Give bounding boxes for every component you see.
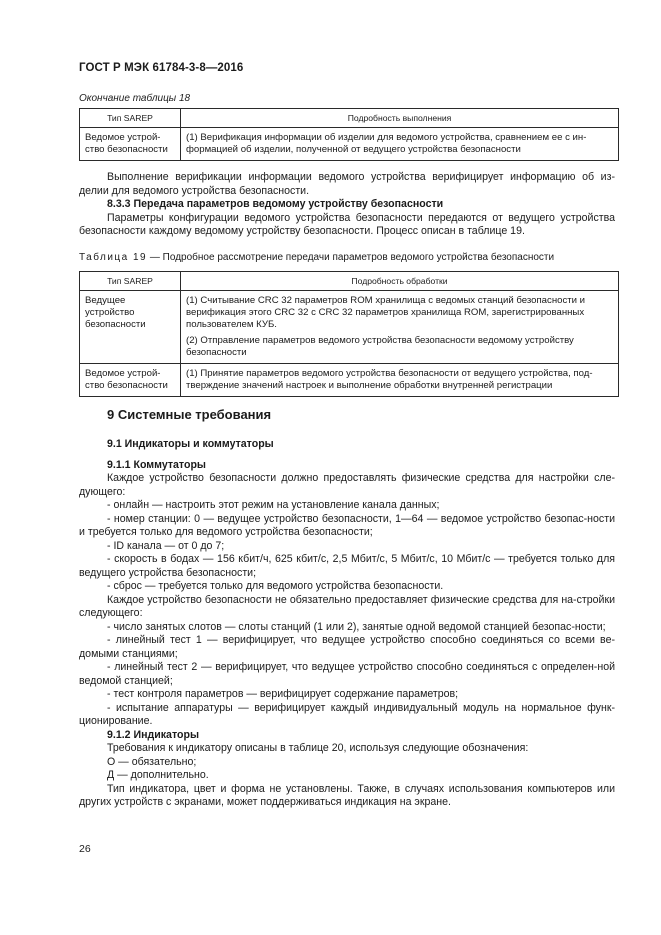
table19-header-row (80, 272, 619, 291)
legend-item: О — обязательно; (107, 755, 197, 768)
table19-caption-label: Таблица 19 (79, 252, 148, 263)
table-19 (79, 271, 619, 397)
table19-row1-detail-a: (1) Считывание CRC 32 параметров ROM хранилища с ведомых станций безопасности и верификация этого CRC 32 с CRC 32 параметров хранилища ROM, зарегистрированных пользователем КУБ. (186, 295, 586, 330)
paragraph: Каждое устройство безопасности должно предоставлять физические средства для настройки сле-дующего: (79, 472, 615, 498)
table18-row1-detail: (1) Верификация информации об изделии для ведомого устройства, сравнением ее с ин-формацией об изделии, полученной от ведущего устройства безопасности (181, 128, 619, 161)
table19-row1-type (80, 291, 181, 364)
table19-col1-header: Тип SAREP (80, 272, 181, 291)
table-row (80, 364, 619, 397)
heading-9-1-1: 9.1.1 Коммутаторы (107, 458, 206, 471)
table-row (80, 128, 619, 161)
table19-row1-type-text: Ведущее устройство безопасности (85, 295, 146, 330)
table-row (80, 291, 619, 364)
text-block-2 (79, 438, 615, 810)
paragraph: Выполнение верификации информации ведомого устройства верифицирует информацию об из-делии для ведомого устройства безопасности. (79, 171, 615, 197)
list-item: - линейный тест 1 — верифицирует, что ведущее устройство способно соединяться со всеми ве-домыми станциями; (79, 634, 615, 660)
table19-caption-text: — Подробное рассмотрение передачи параметров ведомого устройства безопасности (147, 252, 555, 263)
table18-caption: Окончание таблицы 18 (79, 93, 191, 104)
list-item: - онлайн — настроить этот режим на установление канала данных; (107, 499, 440, 511)
paragraph: Каждое устройство безопасности не обязательно предоставляет физические средства для на-стройки следующего: (79, 593, 615, 619)
table19-caption (79, 252, 554, 263)
heading-8-3-3: 8.3.3 Передача параметров ведомому устройству безопасности (107, 198, 444, 210)
table19-row1-detail-b: (2) Отправление параметров ведомого устройства безопасности ведомому устройству безопасности (186, 335, 574, 358)
table18-header-row (80, 109, 619, 128)
page-number: 26 (79, 843, 91, 855)
text-block-1 (79, 171, 615, 239)
heading-9-1: 9.1 Индикаторы и коммутаторы (107, 438, 274, 450)
list-item: - число занятых слотов — слоты станций (1 или 2), занятые одной ведомой станцией безопас-ности; (107, 620, 606, 633)
list-item: - ID канала — от 0 до 7; (107, 539, 225, 552)
legend-item: Д — дополнительно. (107, 769, 209, 781)
table19-row2-type: Ведомое устрой-ство безопасности (80, 364, 181, 397)
paragraph: Требования к индикатору описаны в таблице 20, используя следующие обозначения: (107, 742, 529, 754)
list-item: - сброс — требуется только для ведомого устройства безопасности. (107, 580, 444, 592)
table19-row1-detail (181, 291, 619, 364)
list-item: - номер станции: 0 — ведущее устройство безопасности, 1—64 — ведомое устройство безопас-ности и требуется только для ведомого устройства безопасности; (79, 512, 615, 538)
table19-col2-header: Подробность обработки (181, 272, 619, 291)
paragraph: Тип индикатора, цвет и форма не установлены. Также, в случаях использования компьютеров или других устройств с экранами, может поддерживаться индикация на экране. (79, 782, 615, 808)
list-item: - испытание аппаратуры — верифицирует каждый индивидуальный модуль на нормальное функ-ционирование. (79, 701, 615, 727)
table18-row1-type: Ведомое устрой-ство безопасности (80, 128, 181, 161)
section-9-title: 9 Системные требования (107, 407, 272, 422)
list-item: - тест контроля параметров — верифицирует содержание параметров; (107, 688, 459, 700)
paragraph: Параметры конфигурации ведомого устройства безопасности передаются от ведущего устройства безопасности каждому ведомому устройству безопасности. Процесс описан в таблице 19. (79, 211, 615, 237)
document-header: ГОСТ Р МЭК 61784-3-8—2016 (79, 62, 244, 74)
table-18 (79, 108, 619, 161)
list-item: - скорость в бодах — 156 кбит/ч, 625 кбит/с, 2,5 Мбит/с, 5 Мбит/с, 10 Мбит/с — требуется только для ведущего устройства безопасности; (79, 553, 615, 579)
table19-row2-detail: (1) Принятие параметров ведомого устройства безопасности от ведущего устройства, под-тверждение значений настроек и выполнение обработки внутренней регистрации (181, 364, 619, 397)
table18-col1-header: Тип SAREP (80, 109, 181, 128)
heading-9-1-2: 9.1.2 Индикаторы (107, 728, 199, 741)
list-item: - линейный тест 2 — верифицирует, что ведущее устройство способно соединяться с определен-ной ведомой станцией; (79, 661, 615, 687)
table18-col2-header: Подробность выполнения (181, 109, 619, 128)
